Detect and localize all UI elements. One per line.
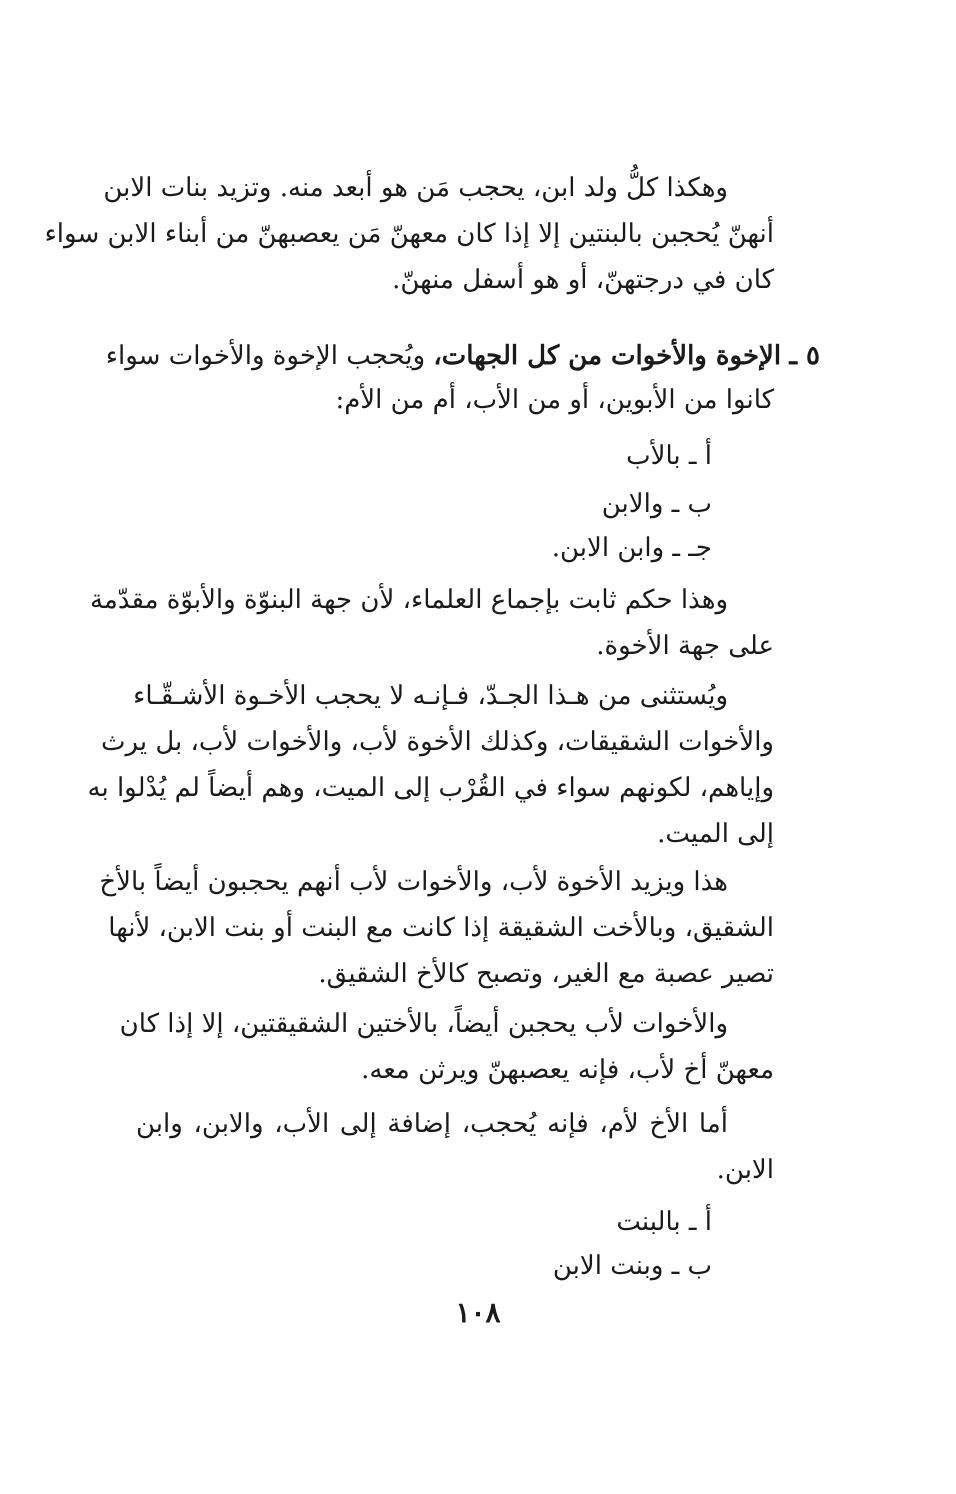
text-line: معهنّ أخ لأب، فإنه يعصبهنّ ويرثن معه. bbox=[361, 1055, 774, 1085]
list-item: أ ـ بالأب bbox=[626, 441, 712, 471]
text-line: وإياهم، لكونهم سواء في القُرْب إلى الميت، وهم أيضاً لم يُدْلوا به bbox=[87, 773, 774, 803]
text-line: وهكذا كلُّ ولد ابن، يحجب مَن هو أبعد منه. وتزيد بنات الابن bbox=[103, 173, 728, 203]
text-fragment: ويُحجب الإخوة والأخوات سواء bbox=[105, 341, 426, 371]
section-heading: الإخوة والأخوات من كل الجهات، bbox=[433, 341, 782, 371]
text-line: كان في درجتهنّ، أو هو أسفل منهنّ. bbox=[392, 265, 774, 295]
text-line: والأخوات الشقيقات، وكذلك الأخوة لأب، والأخوات لأب، بل يرث bbox=[101, 727, 774, 757]
text-line: كانوا من الأبوين، أو من الأب، أم من الأم: bbox=[335, 385, 774, 415]
text-line: أنهنّ يُحجبن بالبنتين إلا إذا كان معهنّ مَن يعصبهنّ من أبناء الابن سواء bbox=[44, 219, 774, 249]
text-line: ويُستثنى من هـذا الجـدّ، فـإنـه لا يحجب الأخـوة الأشـقّـاء bbox=[133, 681, 728, 711]
text-line: تصير عصبة مع الغير، وتصبح كالأخ الشقيق. bbox=[318, 959, 774, 989]
section-number: ٥ ـ bbox=[789, 341, 820, 371]
text-line: والأخوات لأب يحجبن أيضاً، بالأختين الشقيقتين، إلا إذا كان bbox=[119, 1009, 728, 1039]
text-line: الشقيق، وبالأخت الشقيقة إذا كانت مع البنت أو بنت الابن، لأنها bbox=[108, 913, 774, 943]
text-line: هذا ويزيد الأخوة لأب، والأخوات لأب أنهم يحجبون أيضاً بالأخ bbox=[99, 867, 728, 897]
text-line: إلى الميت. bbox=[657, 819, 774, 849]
list-item: ب ـ والابن bbox=[601, 489, 712, 519]
page-number: ١٠٨ bbox=[455, 1296, 501, 1329]
list-item: أ ـ بالبنت bbox=[616, 1207, 712, 1237]
section-heading-line bbox=[105, 336, 820, 376]
text-line: وهذا حكم ثابت بإجماع العلماء، لأن جهة البنوّة والأبوّة مقدّمة bbox=[89, 585, 728, 615]
text-line: أما الأخ لأم، فإنه يُحجب، إضافة إلى الأب، والابن، وابن bbox=[136, 1109, 728, 1139]
list-item: ب ـ وبنت الابن bbox=[552, 1251, 712, 1281]
list-item: جـ ـ وابن الابن. bbox=[551, 533, 712, 563]
text-line: الابن. bbox=[716, 1155, 774, 1185]
text-line: على جهة الأخوة. bbox=[596, 631, 774, 661]
